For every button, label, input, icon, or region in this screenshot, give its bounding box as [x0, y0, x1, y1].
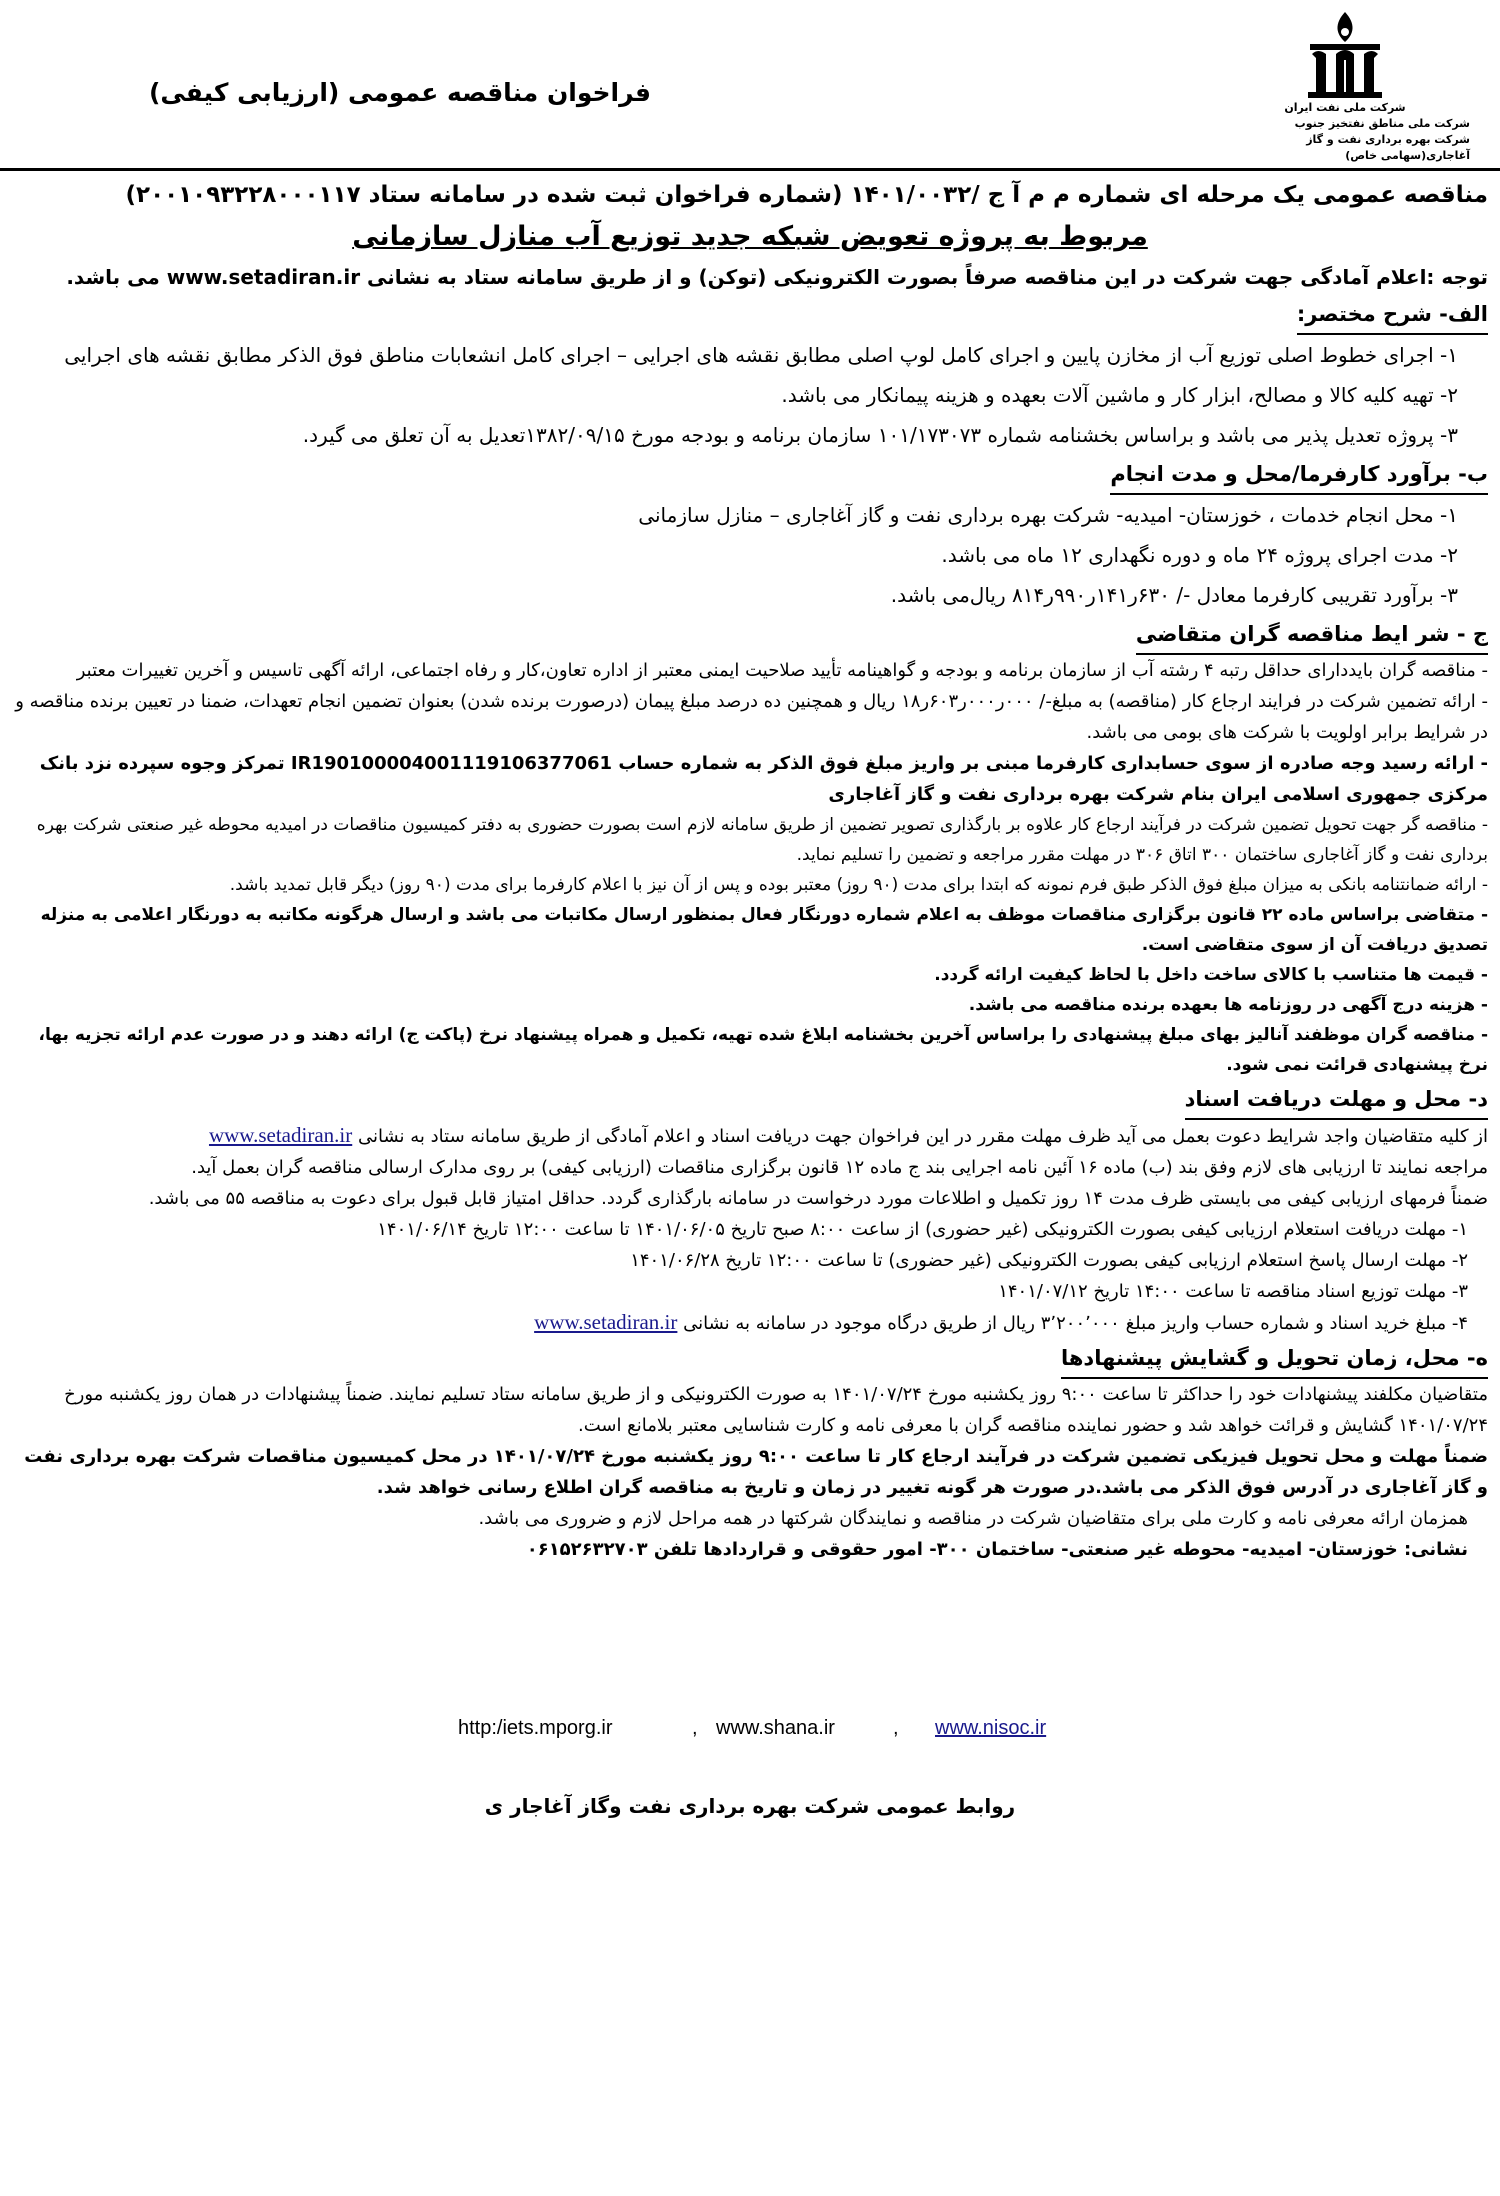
section-a-item-1: ۱- اجرای خطوط اصلی توزیع آب از مخازن پایین و اجرای کامل لوپ اصلی مطابق نقشه های اجرایی – اجرای کامل انشعابات مناطق فوق الذکر مطابق نقشه های اجرایی: [64, 343, 1458, 367]
section-a-item-3: ۳- پروژه تعدیل پذیر می باشد و براساس بخشنامه شماره ۱۰۱/۱۷۳۰۷۳ سازمان برنامه و بودجه مورخ ۱۳۸۲/۰۹/۱۵تعدیل به آن تعلق می گیرد.: [302, 423, 1458, 447]
section-d-item-4: [12, 1307, 1488, 1339]
tender-number-line: مناقصه عمومی یک مرحله ای شماره م م آ ج /۱۴۰۱/۰۰۳۲ (شماره فراخوان ثبت شده در سامانه ستاد ۲۰۰۱۰۹۳۲۲۸۰۰۰۱۱۷): [125, 182, 1488, 208]
notice-note: توجه :اعلام آمادگی جهت شرکت در این مناقصه صرفاً بصورت الکترونیکی (توکن) و از طریق سامانه ستاد به نشانی www.setadiran.ir می باشد.: [66, 265, 1488, 289]
section-c-item-5: - ارائه ضمانتنامه بانکی به میزان مبلغ فوق الذکر طبق فرم نمونه که ابتدا برای مدت (۹۰ روز) معتبر بوده و پس از آن نیز با اعلام کارفرما برای مدت (۹۰ روز) دیگر قابل تمدید باشد.: [229, 875, 1488, 895]
shana-link[interactable]: www.shana.ir: [716, 1717, 835, 1739]
section-c-item-9: - مناقصه گران موظفند آنالیز بهای مبلغ پیشنهادی را براساس آخرین بخشنامه ابلاغ شده تهیه، تکمیل و همراه پیشنهاد نرخ (پاکت ج) ارائه دهند و در صورت عدم ارائه تجزیه بها، نرخ پیشنهادی قرائت نمی شود.: [38, 1025, 1488, 1075]
section-c-item-2: - ارائه تضمین شرکت در فرایند ارجاع کار (مناقصه) به مبلغ-/ ۰۰۰ر۰۰۰ر۶۰۳ر۱۸ ریال و همچنین ده درصد مبلغ پیمان (درصورت برنده شدن) بعنوان تضمین انجام تعهدات، ضمنا در تعیین برنده مناقصه و در شرایط برابر اولویت با شرکت های بومی می باشد.: [15, 691, 1488, 743]
logo-caption-2: شرکت ملی مناطق نفتخیز جنوب: [1294, 117, 1470, 130]
link-separator-2: ,: [893, 1717, 899, 1739]
section-b-item-2: ۲- مدت اجرای پروژه ۲۴ ماه و دوره نگهداری ۱۲ ماه می باشد.: [941, 543, 1458, 567]
section-b-item-1: ۱- محل انجام خدمات ، خوزستان- امیدیه- شرکت بهره برداری نفت و گاز آغاجاری – منازل سازمانی: [638, 503, 1458, 527]
section-d-para-2: مراجعه نمایند تا ارزیابی های لازم وفق بند (ب) ماده ۱۶ آئین نامه اجرایی بند ج ماده ۱۲ قانون برگزاری مناقصات (ارزیابی کیفی) بر روی مدارک ارسالی مناقصه گران بعمل آید.: [191, 1157, 1488, 1178]
public-relations-footer: روابط عمومی شرکت بهره برداری نفت وگاز آغاجار ی: [484, 1794, 1016, 1818]
section-c-item-7: - قیمت ها متناسب با کالای ساخت داخل با لحاظ کیفیت ارائه گردد.: [934, 965, 1488, 985]
company-logo: [1220, 8, 1470, 164]
section-e-para-3: همزمان ارائه معرفی نامه و کارت ملی برای متقاضیان شرکت در مناقصه و نمایندگان شرکتها در همه مراحل لازم و ضروری می باشد.: [478, 1508, 1468, 1529]
section-e-para-1: متقاضیان مکلفند پیشنهادات خود را حداکثر تا ساعت ۹:۰۰ روز یکشنبه مورخ ۱۴۰۱/۰۷/۲۴ به صورت الکترونیکی و از طریق سامانه ستاد تسلیم نمایند. ضمناً پیشنهادات در همان روز یکشنبه مورخ ۱۴۰۱/۰۷/۲۴ گشایش و قرائت خواهد شد و حضور نماینده مناقصه گران با معرفی نامه و کارت شناسایی معتبر بلامانع است.: [64, 1384, 1488, 1436]
nioc-logo-icon: [1290, 8, 1400, 100]
section-c-heading: ج - شر ایط مناقصه گران متقاضی: [1136, 615, 1488, 655]
section-b-heading: ب- برآورد کارفرما/محل و مدت انجام: [1110, 455, 1488, 495]
section-d-item-3: ۳- مهلت توزیع اسناد مناقصه تا ساعت ۱۴:۰۰ تاریخ ۱۴۰۱/۰۷/۱۲: [998, 1281, 1468, 1302]
section-a-item-2: ۲- تهیه کلیه کالا و مصالح، ابزار کار و ماشین آلات بعهده و هزینه پیمانکار می باشد.: [781, 383, 1458, 407]
section-d-item-2: ۲- مهلت ارسال پاسخ استعلام ارزیابی کیفی بصورت الکترونیکی (غیر حضوری) تا ساعت ۱۲:۰۰ تاریخ ۱۴۰۱/۰۶/۲۸: [630, 1250, 1468, 1271]
section-d-para-1-text: از کلیه متقاضیان واجد شرایط دعوت بعمل می آید ظرف مهلت مقرر در این فراخوان جهت دریافت اسناد و اعلام آمادگی از طریق سامانه ستاد به نشانی: [357, 1126, 1488, 1147]
section-c-item-6: - متقاضی براساس ماده ۲۲ قانون برگزاری مناقصات موظف به اعلام شماره دورنگار فعال بمنظور ارسال مکاتبات می باشد و ارسال هرگونه مکاتبه به دورنگار اعلامی به منزله تصدیق دریافت آن از سوی متقاضی است.: [40, 905, 1488, 955]
section-d-item-1: ۱- مهلت دریافت استعلام ارزیابی کیفی بصورت الکترونیکی (غیر حضوری) از ساعت ۸:۰۰ صبح تاریخ ۱۴۰۱/۰۶/۰۵ تا ساعت ۱۲:۰۰ تاریخ ۱۴۰۱/۰۶/۱۴: [377, 1219, 1468, 1240]
section-c-item-4: - مناقصه گر جهت تحویل تضمین شرکت در فرآیند ارجاع کار علاوه بر بارگذاری تصویر تضمین از طریق سامانه لازم است بصورت حضوری به دفتر کمیسیون مناقصات در امیدیه محوطه غیر صنعتی شرکت بهره برداری نفت و گاز آغاجاری ساختمان ۳۰۰ اتاق ۳۰۶ در مهلت مقرر مراجعه و تضمین را تسلیم نماید.: [36, 815, 1488, 865]
section-d-item-4-text: ۴- مبلغ خرید اسناد و شماره حساب واریز مبلغ ۳٬۲۰۰٬۰۰۰ ریال از طریق درگاه موجود در سامانه به نشانی: [683, 1313, 1468, 1334]
logo-caption-3: شرکت بهره برداری نفت و گاز آغاجاری(سهامی خاص): [1306, 133, 1470, 162]
section-c-item-3: - ارائه رسید وجه صادره از سوی حسابداری کارفرما مبنی بر واریز مبلغ فوق الذکر به شماره حساب IR190100004001119106377061 تمرکز وجوه سپرده نزد بانک مرکزی جمهوری اسلامی ایران بنام شرکت بهره برداری نفت و گاز آغاجاری: [39, 753, 1488, 805]
iets-link[interactable]: http:/iets.mporg.ir: [458, 1717, 613, 1739]
project-title: مربوط به پروژه تعویض شبکه جدید توزیع آب منازل سازمانی: [352, 221, 1148, 252]
section-e-para-2: ضمناً مهلت و محل تحویل فیزیکی تضمین شرکت در فرآیند ارجاع کار تا ساعت ۹:۰۰ روز یکشنبه مورخ ۱۴۰۱/۰۷/۲۴ در محل کمیسیون مناقصات شرکت بهره برداری نفت و گاز آغاجاری در آدرس فوق الذکر می باشد.در صورت هر گونه تغییر در زمان و تاریخ به مناقصه گران اطلاع رسانی خواهد شد.: [24, 1446, 1488, 1498]
section-a-heading: الف- شرح مختصر:: [1297, 295, 1488, 335]
notice-title: فراخوان مناقصه عمومی (ارزیابی کیفی): [148, 78, 652, 107]
nisoc-link[interactable]: www.nisoc.ir: [935, 1717, 1047, 1739]
section-d-para-3: ضمناً فرمهای ارزیابی کیفی می بایستی ظرف مدت ۱۴ روز تکمیل و اطلاعات مورد درخواست در سامانه بارگذاری گردد. حداقل امتیاز قابل قبول برای دعوت به مناقصه ۵۵ می باشد.: [148, 1188, 1488, 1209]
setadiran-link[interactable]: www.setadiran.ir: [208, 1123, 353, 1147]
logo-caption-1: شرکت ملی نفت ایران: [1284, 101, 1406, 114]
section-c-item-8: - هزینه درج آگهی در روزنامه ها بعهده برنده مناقصه می باشد.: [968, 995, 1488, 1015]
setadiran-link-2[interactable]: www.setadiran.ir: [534, 1310, 678, 1334]
section-c-item-1: - مناقصه گران بایددارای حداقل رتبه ۴ رشته آب از سازمان برنامه و بودجه و گواهینامه تأیید صلاحیت ایمنی معتبر از اداره تعاون،کار و رفاه اجتماعی، ارائه آگهی تاسیس و آخرین تغییرات معتبر: [76, 660, 1488, 681]
section-d-para-1: [12, 1120, 1488, 1152]
section-d-heading: د- محل و مهلت دریافت اسناد: [1185, 1080, 1488, 1120]
section-e-address: نشانی: خوزستان- امیدیه- محوطه غیر صنعتی- ساختمان ۳۰۰- امور حقوقی و قراردادها تلفن ۰۶۱۵۲۶۳۲۷۰۳: [526, 1539, 1468, 1560]
section-e-heading: ه- محل، زمان تحویل و گشایش پیشنهادها: [1061, 1339, 1488, 1379]
link-separator-1: ,: [692, 1717, 698, 1739]
notice-header: [0, 0, 1500, 171]
section-b-item-3: ۳- برآورد تقریبی کارفرما معادل -/ ۶۳۰ر۱۴۱ر۹۹۰ر۸۱۴ ریال‌می باشد.: [890, 583, 1458, 607]
notice-body: [12, 175, 1488, 1565]
